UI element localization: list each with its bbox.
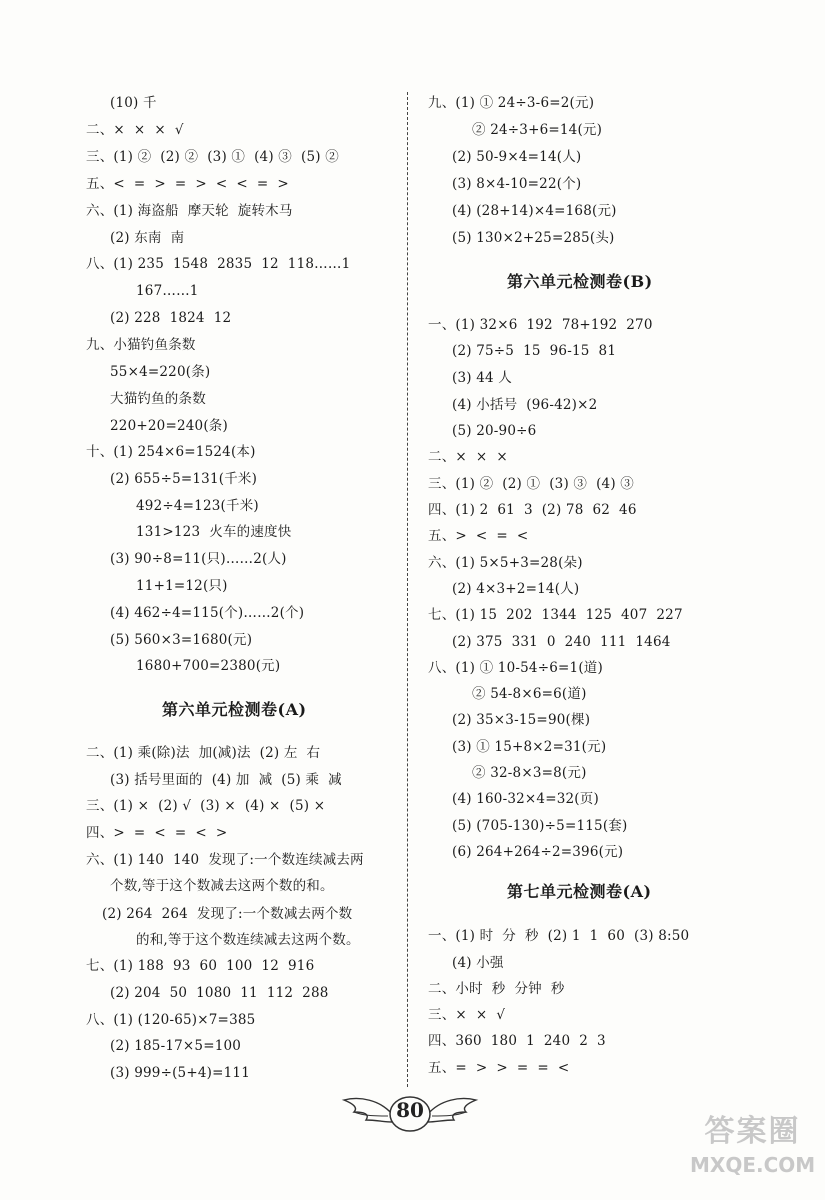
answer-line: 55×4=220(条) [110, 364, 211, 380]
answer-line: 九、小猫钓鱼条数 [86, 337, 196, 353]
answer-line: (2) 185-17×5=100 [110, 1038, 242, 1054]
answer-line: 三、(1) ② (2) ① (3) ③ (4) ③ [428, 476, 635, 492]
answer-line: 四、360 180 1 240 2 3 [428, 1033, 606, 1049]
answer-line: (2) 655÷5=131(千米) [110, 471, 258, 487]
answer-line: (3) 括号里面的 (4) 加 减 (5) 乘 减 [110, 772, 342, 788]
answer-line: (2) 75÷5 15 96-15 81 [452, 343, 617, 359]
answer-line: 六、(1) 140 140 发现了:一个数连续减去两 [86, 852, 364, 868]
answer-line: (2) 204 50 1080 11 112 288 [110, 985, 329, 1001]
watermark-text: 答案圈 [704, 1114, 801, 1149]
answer-line: 1680+700=2380(元) [136, 658, 281, 674]
answer-line: (6) 264+264÷2=396(元) [452, 844, 624, 860]
answer-line: (5) 560×3=1680(元) [110, 632, 253, 648]
answer-line: (3) 999÷(5+4)=111 [110, 1065, 250, 1081]
answer-line: 五、< = > = > < < = > [86, 176, 289, 192]
answer-line: (10) 千 [110, 95, 157, 111]
answer-line: 二、小时 秒 分钟 秒 [428, 981, 565, 997]
answer-line: (2) 4×3+2=14(人) [452, 581, 580, 597]
page-number-badge [340, 1092, 480, 1140]
answer-line: (5) (705-130)÷5=115(套) [452, 818, 628, 834]
answer-line: 大猫钓鱼的条数 [110, 391, 206, 407]
answer-line: (4) 160-32×4=32(页) [452, 791, 599, 807]
answer-line: (2) 375 331 0 240 111 1464 [452, 634, 671, 650]
section-title: 第六单元检测卷(B) [507, 272, 653, 291]
answer-line: 二、(1) 乘(除)法 加(减)法 (2) 左 右 [86, 745, 321, 761]
answer-line: 七、(1) 188 93 60 100 12 916 [86, 958, 315, 974]
column-divider [407, 92, 408, 1087]
answer-line: 十、(1) 254×6=1524(本) [86, 444, 256, 460]
answer-line: 11+1=12(只) [136, 578, 228, 594]
answer-line: 四、> = < = < > [86, 825, 228, 841]
answer-line: 八、(1) ① 10-54÷6=1(道) [428, 660, 603, 676]
answer-line: 二、× × × [428, 449, 508, 465]
answer-line: 七、(1) 15 202 1344 125 407 227 [428, 607, 683, 623]
answer-line: 六、(1) 海盗船 摩天轮 旋转木马 [86, 203, 293, 219]
answer-line: 一、(1) 时 分 秒 (2) 1 1 60 (3) 8:50 [428, 928, 690, 944]
answer-line: (3) 44 人 [452, 370, 512, 386]
answer-line: (5) 20-90÷6 [452, 423, 537, 439]
answer-line: 220+20=240(条) [110, 418, 228, 434]
answer-line: (2) 228 1824 12 [110, 310, 232, 326]
answer-line: 三、× × √ [428, 1007, 506, 1023]
answer-line: (3) 90÷8=11(只)……2(人) [110, 551, 287, 567]
answer-line: (4) 小强 [452, 955, 504, 971]
answer-line: 的和,等于这个数连续减去这两个数。 [136, 932, 360, 948]
answer-line: 492÷4=123(千米) [136, 498, 259, 514]
answer-line: 八、(1) (120-65)×7=385 [86, 1012, 256, 1028]
answer-line: 三、(1) × (2) √ (3) × (4) × (5) × [86, 798, 326, 814]
answer-line: (5) 130×2+25=285(头) [452, 230, 615, 246]
section-title: 第六单元检测卷(A) [162, 700, 307, 719]
answer-line: 九、(1) ① 24÷3-6=2(元) [428, 95, 595, 111]
answer-line: 五、> < = < [428, 528, 529, 544]
answer-line: 个数,等于这个数减去这两个数的和。 [110, 878, 334, 894]
answer-line: (3) 8×4-10=22(个) [452, 176, 582, 192]
answer-line: (4) 462÷4=115(个)……2(个) [110, 605, 305, 621]
answer-line: ② 24÷3+6=14(元) [472, 122, 603, 138]
answer-line: (2) 50-9×4=14(人) [452, 149, 582, 165]
watermark-logo [690, 1112, 815, 1192]
answer-line: ② 32-8×3=8(元) [472, 765, 587, 781]
answer-line: (2) 35×3-15=90(棵) [452, 712, 591, 728]
page-number: 80 [396, 1098, 424, 1122]
answer-line: (2) 264 264 发现了:一个数减去两个数 [102, 906, 353, 922]
answer-line: (3) ① 15+8×2=31(元) [452, 739, 607, 755]
answer-line: (4) (28+14)×4=168(元) [452, 203, 617, 219]
answer-line: 五、= > > = = < [428, 1060, 570, 1076]
answer-line: (4) 小括号 (96-42)×2 [452, 397, 598, 413]
answer-line: 一、(1) 32×6 192 78+192 270 [428, 317, 653, 333]
answer-line: 三、(1) ② (2) ② (3) ① (4) ③ (5) ② [86, 149, 339, 165]
answer-line: 六、(1) 5×5+3=28(朵) [428, 555, 583, 571]
watermark-url: MXQE.COM [690, 1153, 816, 1177]
answer-line: 131>123 火车的速度快 [136, 524, 292, 540]
answer-line: 四、(1) 2 61 3 (2) 78 62 46 [428, 502, 637, 518]
answer-line: (2) 东南 南 [110, 230, 185, 246]
answer-line: 八、(1) 235 1548 2835 12 118……1 [86, 256, 351, 272]
section-title: 第七单元检测卷(A) [507, 882, 652, 901]
answer-line: ② 54-8×6=6(道) [472, 686, 587, 702]
answer-line: 167……1 [136, 283, 199, 299]
answer-line: 二、× × × √ [86, 122, 184, 138]
